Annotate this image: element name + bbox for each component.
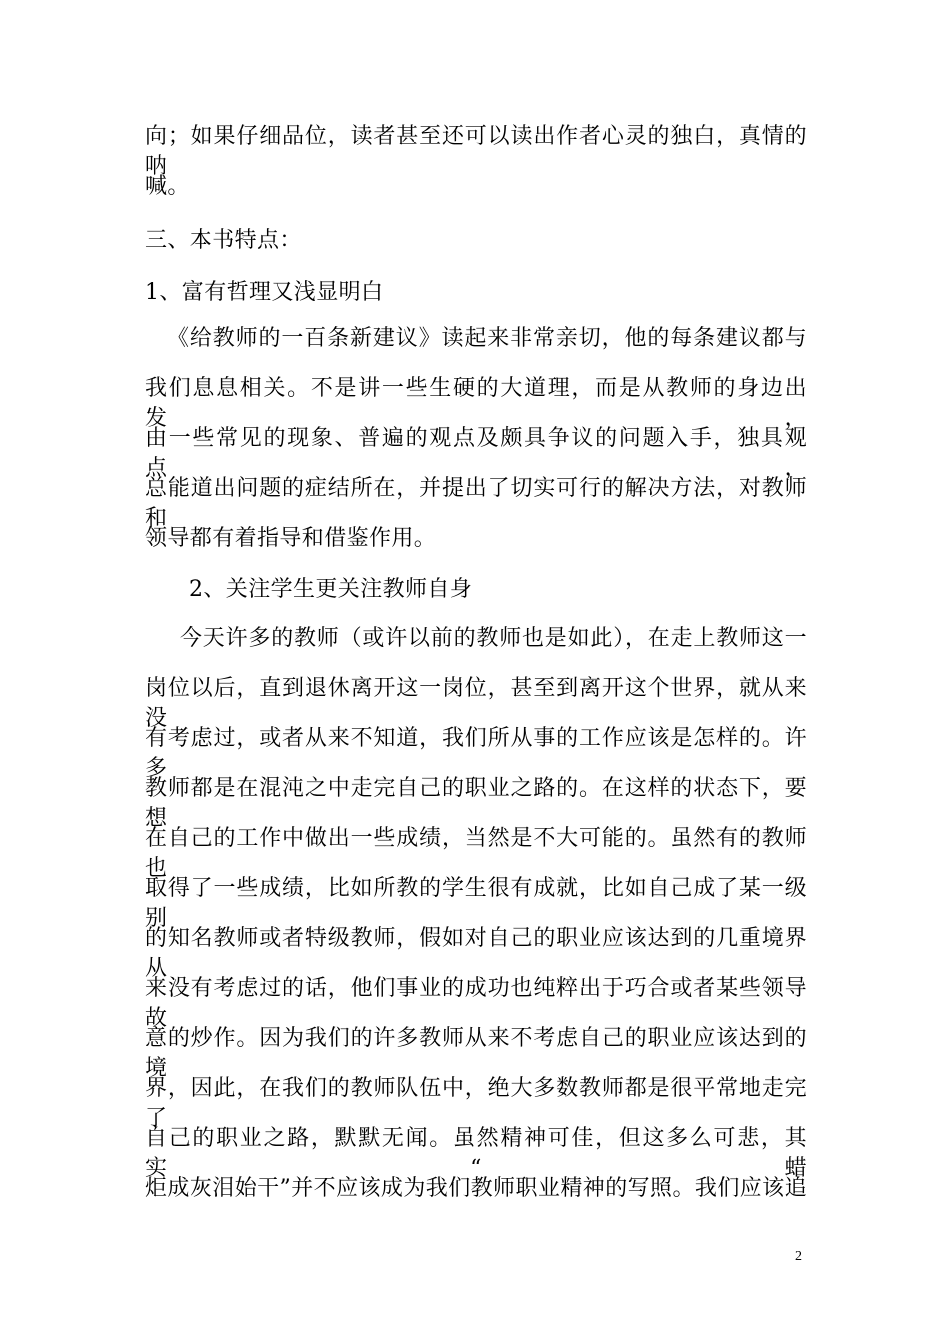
subsection-heading: 2、关注学生更关注教师自身 (189, 577, 473, 602)
body-text-line: 岗位以后，直到退休离开这一岗位，甚至到离开这个世界，就从来没 (145, 676, 807, 731)
body-text-line: 取得了一些成绩，比如所教的学生很有成就，比如自己成了某一级别 (145, 876, 807, 931)
body-text-line: 教师都是在混沌之中走完自己的职业之路的。在这样的状态下，要想 (145, 776, 807, 831)
subsection-heading: 1、富有哲理又浅显明白 (145, 280, 384, 305)
body-text-line: 总能道出问题的症结所在，并提出了切实可行的解决方法，对教师和 (145, 476, 807, 531)
body-text-line: 炬成灰泪始干”并不应该成为我们教师职业精神的写照。我们应该追 (145, 1176, 807, 1201)
paragraph-first-line: 《给教师的一百条新建议》读起来非常亲切，他的每条建议都与 (167, 326, 807, 351)
page-number: 2 (795, 1249, 802, 1264)
section-heading: 三、本书特点： (145, 228, 302, 253)
paragraph-first-line: 今天许多的教师（或许以前的教师也是如此），在走上教师这一 (180, 626, 807, 651)
body-text-line: 来没有考虑过的话，他们事业的成功也纯粹出于巧合或者某些领导故 (145, 976, 807, 1031)
body-text-line: 界，因此，在我们的教师队伍中，绝大多数教师都是很平常地走完了 (145, 1076, 807, 1131)
body-text-line: 我们息息相关。不是讲一些生硬的大道理，而是从教师的身边出发， (145, 376, 807, 431)
body-text-line: 意的炒作。因为我们的许多教师从来不考虑自己的职业应该达到的境 (145, 1026, 807, 1081)
body-text-line: 领导都有着指导和借鉴作用。 (145, 526, 437, 551)
body-text-line: 自己的职业之路，默默无闻。虽然精神可佳，但这多么可悲，其实“蜡 (145, 1126, 807, 1181)
body-text-line: 在自己的工作中做出一些成绩，当然是不大可能的。虽然有的教师也 (145, 826, 807, 881)
body-text-line: 向；如果仔细品位，读者甚至还可以读出作者心灵的独白，真情的呐 (145, 124, 807, 179)
body-text-line: 喊。 (145, 174, 190, 199)
body-text-line: 的知名教师或者特级教师，假如对自己的职业应该达到的几重境界从 (145, 926, 807, 981)
body-text-line: 由一些常见的现象、普遍的观点及颇具争议的问题入手，独具观点， (145, 426, 807, 481)
body-text-line: 有考虑过，或者从来不知道，我们所从事的工作应该是怎样的。许多 (145, 726, 807, 781)
